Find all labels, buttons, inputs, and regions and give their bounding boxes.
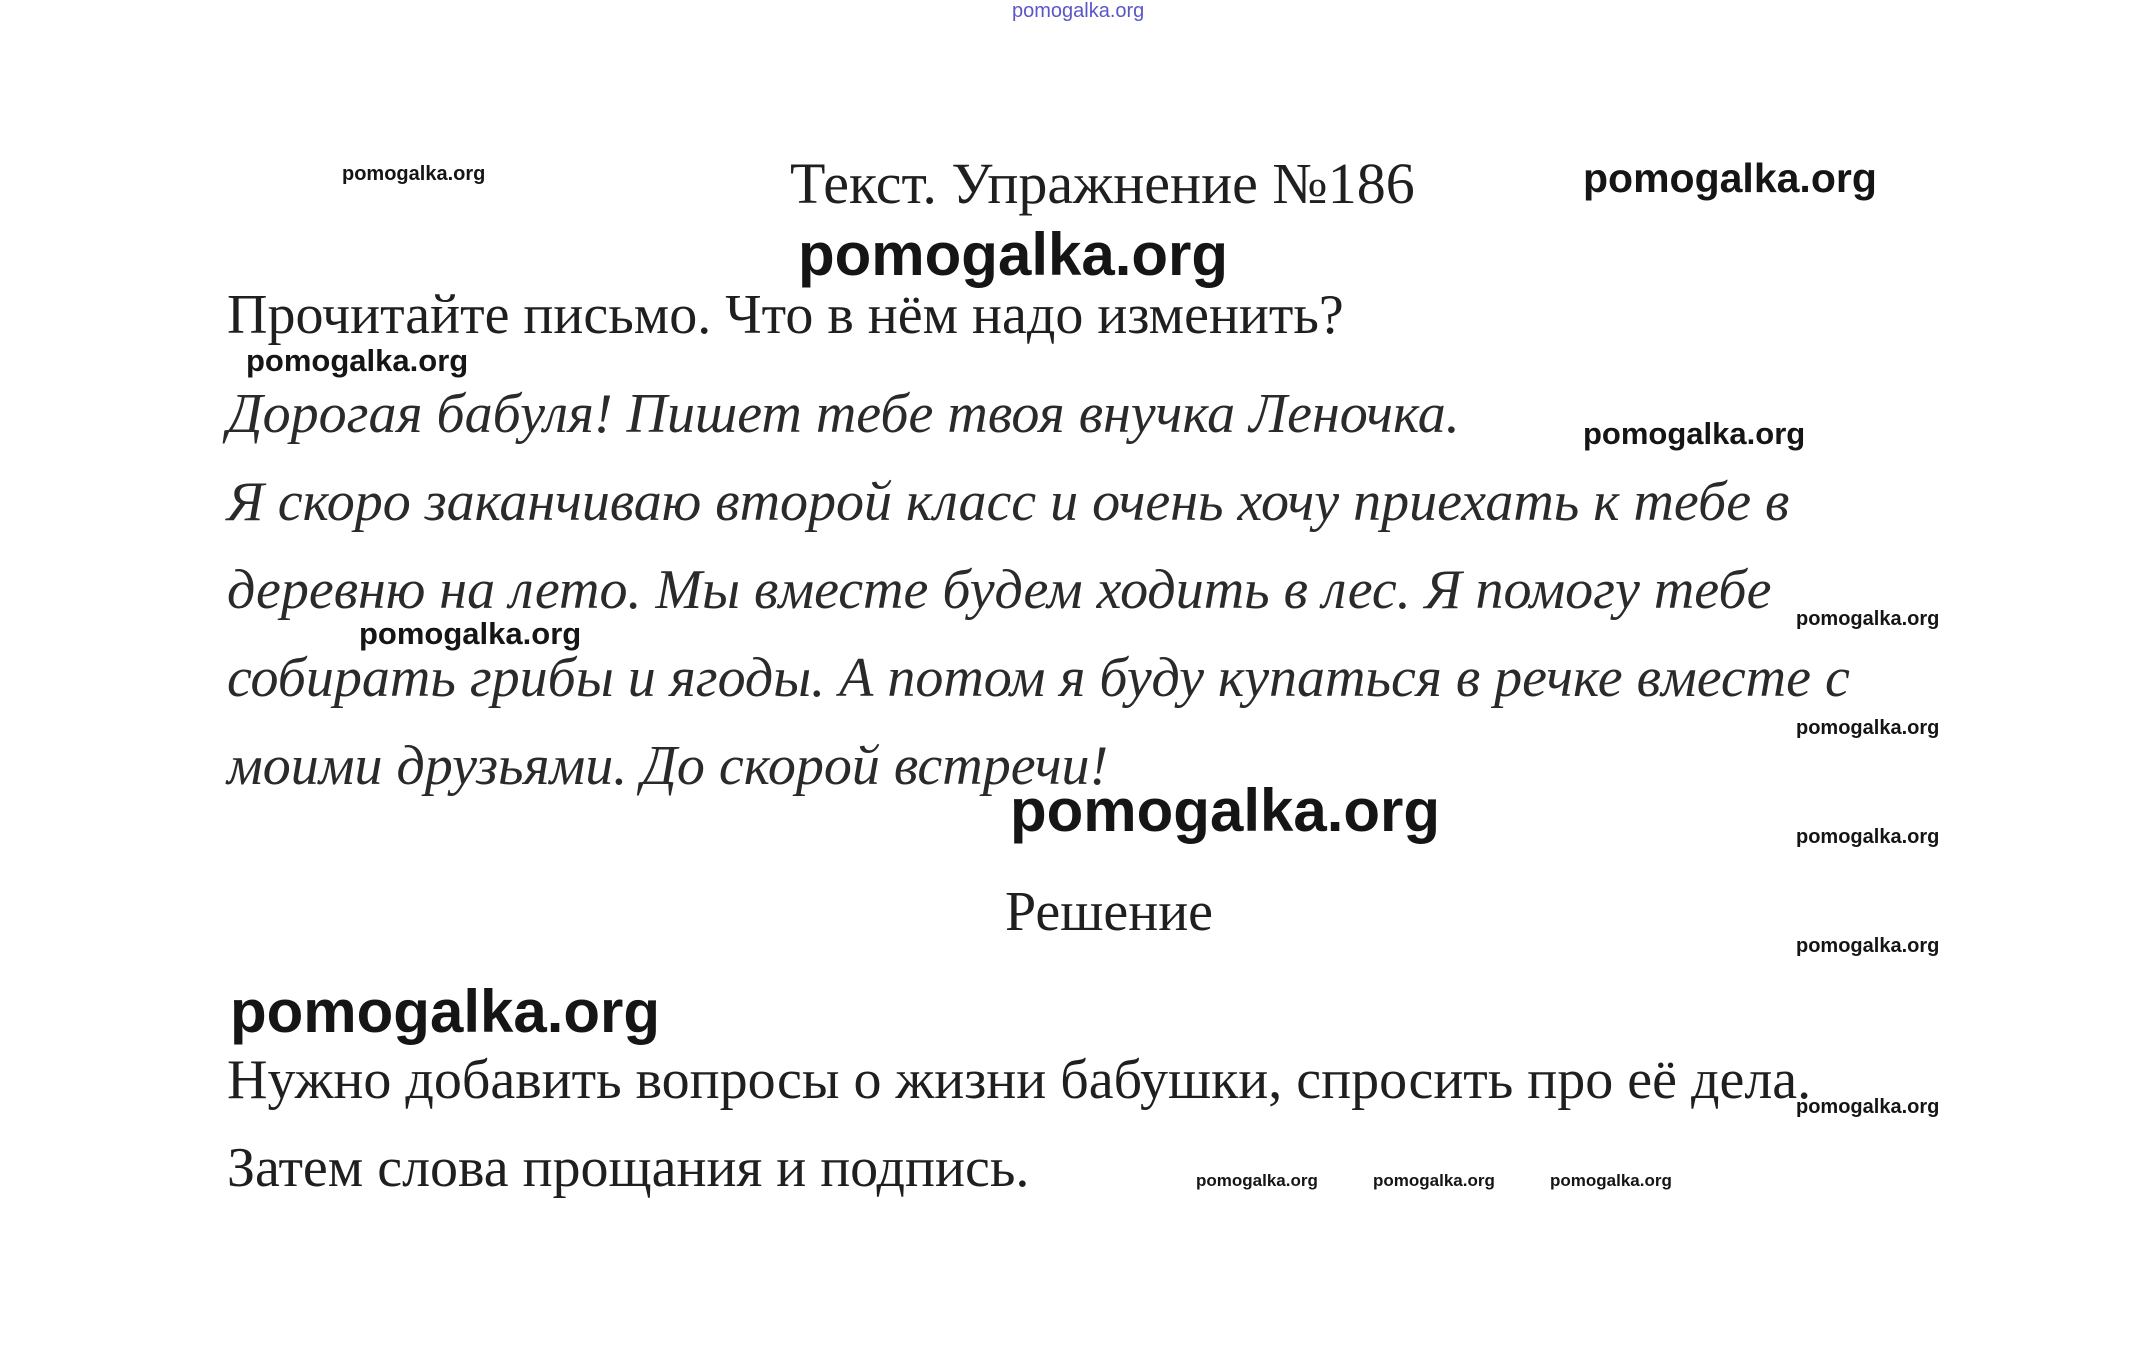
answer-line: Нужно добавить вопросы о жизни бабушки, спросить про её дела. [227, 1049, 1812, 1111]
watermark: pomogalka.org [1796, 717, 1940, 739]
watermark: pomogalka.org [1796, 608, 1940, 630]
exercise-title: Текст. Упражнение №186 [790, 151, 1415, 216]
watermark: pomogalka.org [1373, 1171, 1495, 1190]
letter-line: деревню на лето. Мы вместе будем ходить в лес. Я помогу тебе [227, 559, 1772, 621]
watermark: pomogalka.org [1550, 1171, 1672, 1190]
task-text: Прочитайте письмо. Что в нём надо изменить? [227, 284, 1344, 346]
letter-line: моими друзьями. До скорой встречи! [227, 735, 1109, 797]
watermark: pomogalka.org [1796, 935, 1940, 957]
letter-line: Дорогая бабуля! Пишет тебе твоя внучка Леночка. [227, 383, 1460, 445]
watermark: pomogalka.org [230, 978, 661, 1045]
letter-line: Я скоро заканчиваю второй класс и очень хочу приехать к тебе в [227, 471, 1790, 533]
watermark: pomogalka.org [1796, 1096, 1940, 1118]
watermark: pomogalka.org [342, 163, 486, 185]
watermark: pomogalka.org [798, 221, 1229, 288]
watermark: pomogalka.org [246, 343, 469, 378]
watermark-top: pomogalka.org [1012, 0, 1145, 22]
answer-line: Затем слова прощания и подпись. [227, 1137, 1030, 1199]
watermark: pomogalka.org [1796, 826, 1940, 848]
letter-line: собирать грибы и ягоды. А потом я буду купаться в речке вместе с [227, 647, 1850, 709]
watermark: pomogalka.org [1583, 155, 1877, 201]
watermark: pomogalka.org [1583, 416, 1806, 451]
watermark: pomogalka.org [1196, 1171, 1318, 1190]
watermark: pomogalka.org [359, 616, 582, 651]
watermark: pomogalka.org [1010, 777, 1441, 844]
solution-heading: Решение [1005, 881, 1214, 943]
